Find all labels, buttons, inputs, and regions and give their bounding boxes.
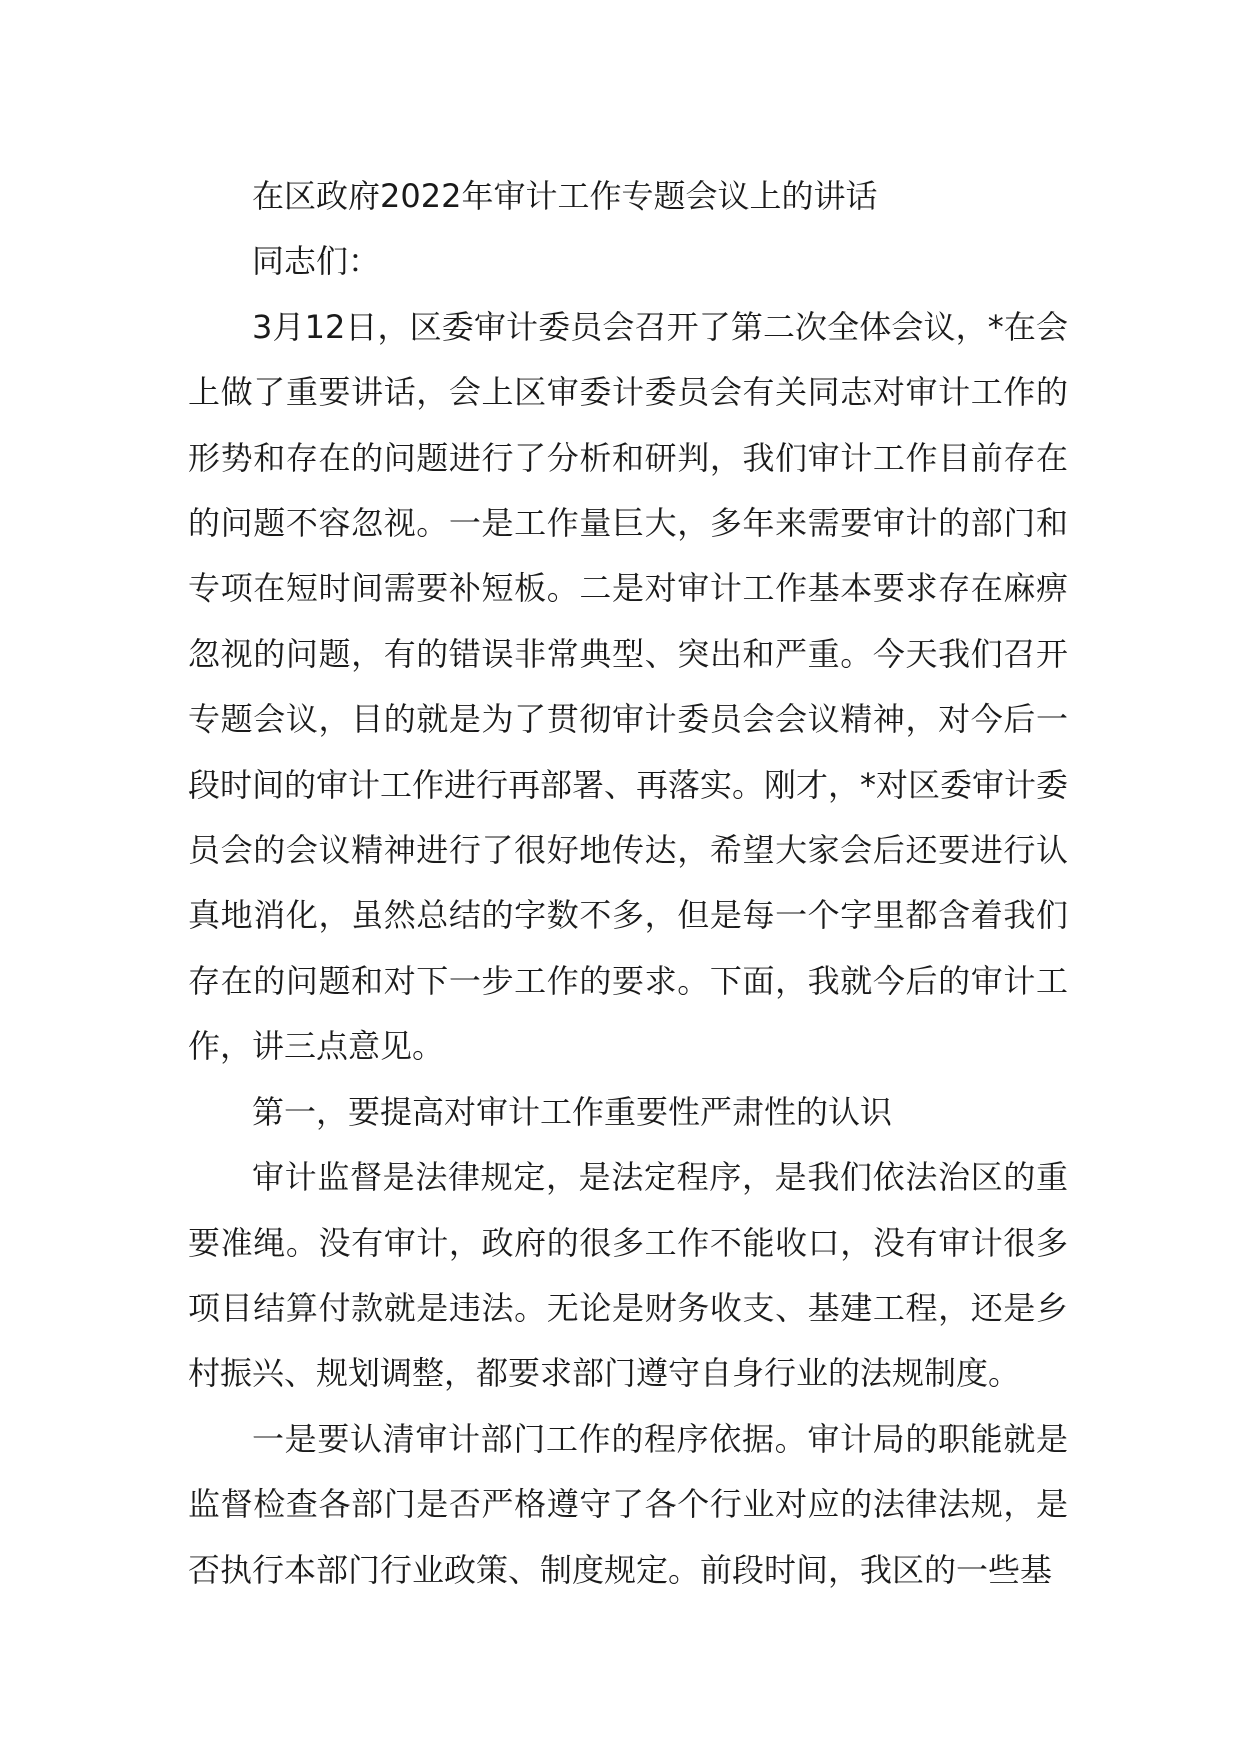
greeting: 同志们： xyxy=(252,242,381,281)
section-heading: 第一，要提高对审计工作重要性严肃性的认识 xyxy=(252,1092,893,1131)
document-body xyxy=(188,164,1068,1603)
document-title: 在区政府2022年审计工作专题会议上的讲话 xyxy=(252,177,878,215)
body-paragraph: 一是要认清审计部门工作的程序依据。审计局的职能就是监督检查各部门是否严格遵守了各个行业对应的法律法规，是否执行本部门行业政策、制度规定。前段时间，我区的一些基 xyxy=(188,1419,1068,1589)
body-paragraph: 审计监督是法律规定，是法定程序，是我们依法治区的重要准绳。没有审计，政府的很多工作不能收口，没有审计很多项目结算付款就是违法。无论是财务收支、基建工程，还是乡村振兴、规划调整，都要求部门遵守自身行业的法规制度。 xyxy=(188,1158,1068,1393)
body-paragraph: 3月12日，区委审计委员会召开了第二次全体会议，*在会上做了重要讲话，会上区审委计委员会有关同志对审计工作的形势和存在的问题进行了分析和研判，我们审计工作目前存在的问题不容忽视。一是工作量巨大，多年来需要审计的部门和专项在短时间需要补短板。二是对审计工作基本要求存在麻痹忽视的问题，有的错误非常典型、突出和严重。今天我们召开专题会议，目的就是为了贯彻审计委员会会议精神，对今后一段时间的审计工作进行再部署、再落实。刚才，*对区委审计委员会的会议精神进行了很好地传达，希望大家会后还要进行认真地消化，虽然总结的字数不多，但是每一个字里都含着我们存在的问题和对下一步工作的要求。下面，我就今后的审计工作，讲三点意见。 xyxy=(188,307,1069,1066)
